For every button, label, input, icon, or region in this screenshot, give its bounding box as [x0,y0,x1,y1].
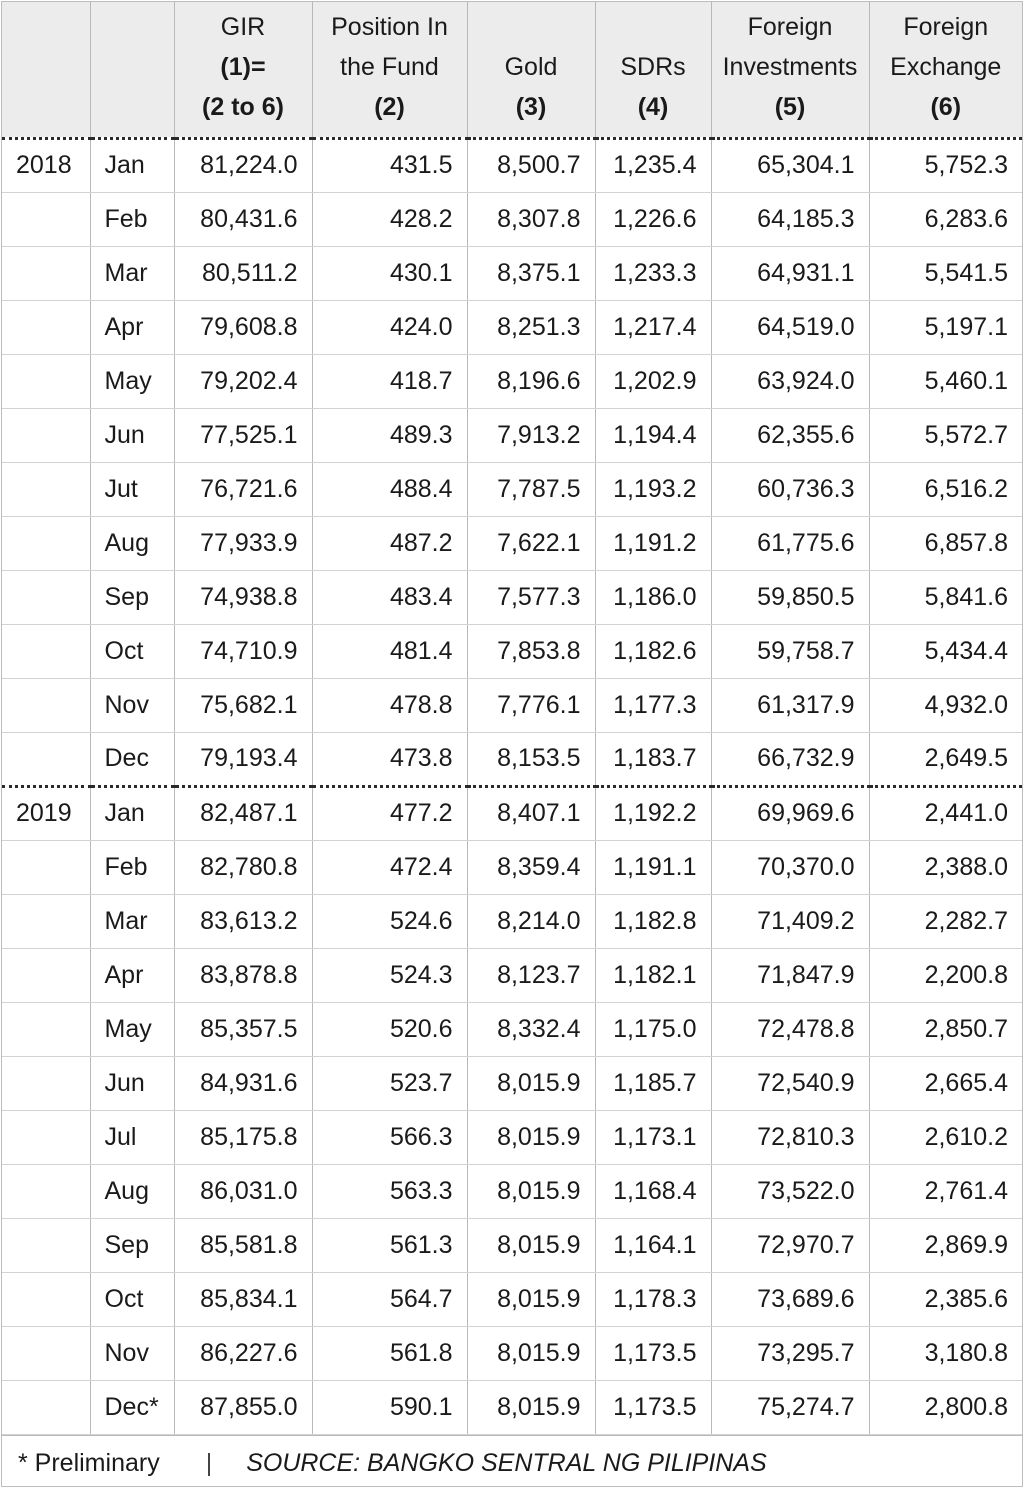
month-cell: Apr [90,948,174,1002]
month-cell: Aug [90,516,174,570]
foreign-exchange-cell: 5,434.4 [869,624,1022,678]
month-cell: Sep [90,1218,174,1272]
header-label-line: (1)= [220,52,266,81]
table-row [2,246,1022,300]
gold-cell: 8,251.3 [467,300,595,354]
gold-cell: 8,015.9 [467,1110,595,1164]
foreign-exchange-cell: 5,841.6 [869,570,1022,624]
sdrs-cell: 1,173.1 [595,1110,711,1164]
preliminary-note: * Preliminary [18,1449,160,1477]
position-in-fund-cell: 418.7 [312,354,467,408]
table-row [2,678,1022,732]
gir-cell: 85,357.5 [174,1002,312,1056]
position-in-fund-cell: 431.5 [312,138,467,192]
gir-cell: 79,193.4 [174,732,312,786]
table-row [2,300,1022,354]
month-cell: Jut [90,462,174,516]
sdrs-cell: 1,235.4 [595,138,711,192]
position-in-fund-cell: 590.1 [312,1380,467,1434]
header-column-number: (4) [637,92,669,121]
position-in-fund-cell: 477.2 [312,786,467,840]
gir-cell: 80,511.2 [174,246,312,300]
gir-cell: 85,175.8 [174,1110,312,1164]
gold-cell: 7,622.1 [467,516,595,570]
position-in-fund-cell: 563.3 [312,1164,467,1218]
foreign-investments-cell: 66,732.9 [711,732,869,786]
foreign-exchange-cell: 2,441.0 [869,786,1022,840]
gir-cell: 80,431.6 [174,192,312,246]
year-cell [2,1326,90,1380]
gir-cell: 83,613.2 [174,894,312,948]
foreign-investments-cell: 60,736.3 [711,462,869,516]
table-row [2,1326,1022,1380]
year-cell [2,354,90,408]
month-cell: Aug [90,1164,174,1218]
gold-cell: 7,776.1 [467,678,595,732]
sdrs-cell: 1,217.4 [595,300,711,354]
year-cell: 2018 [2,138,90,192]
header-label-line: Investments [722,52,858,81]
month-cell: Feb [90,840,174,894]
foreign-investments-cell: 61,317.9 [711,678,869,732]
table-row [2,192,1022,246]
gold-header [467,2,595,138]
gold-cell: 8,359.4 [467,840,595,894]
foreign-investments-cell: 72,540.9 [711,1056,869,1110]
gold-cell: 8,332.4 [467,1002,595,1056]
header-label-line: Gold [504,52,558,81]
foreign-exchange-cell: 2,850.7 [869,1002,1022,1056]
gir-cell: 83,878.8 [174,948,312,1002]
position-in-fund-header [312,2,467,138]
sdrs-cell: 1,191.1 [595,840,711,894]
year-cell [2,1110,90,1164]
foreign-exchange-cell: 3,180.8 [869,1326,1022,1380]
foreign-exchange-cell: 2,200.8 [869,948,1022,1002]
month-header [90,2,174,138]
gold-cell: 7,577.3 [467,570,595,624]
foreign-exchange-cell: 6,283.6 [869,192,1022,246]
gold-cell: 7,913.2 [467,408,595,462]
foreign-exchange-cell: 5,197.1 [869,300,1022,354]
table-row [2,1110,1022,1164]
position-in-fund-cell: 523.7 [312,1056,467,1110]
gir-cell: 82,780.8 [174,840,312,894]
foreign-investments-cell: 70,370.0 [711,840,869,894]
table-row [2,1272,1022,1326]
year-cell [2,1218,90,1272]
gold-cell: 8,015.9 [467,1380,595,1434]
year-cell [2,192,90,246]
month-cell: Jul [90,1110,174,1164]
month-cell: Mar [90,246,174,300]
year-cell [2,678,90,732]
foreign-investments-cell: 73,522.0 [711,1164,869,1218]
position-in-fund-cell: 566.3 [312,1110,467,1164]
header-column-number: (2 to 6) [202,92,284,121]
foreign-exchange-cell: 5,752.3 [869,138,1022,192]
sdrs-header [595,2,711,138]
year-cell [2,1056,90,1110]
foreign-exchange-cell: 2,282.7 [869,894,1022,948]
foreign-investments-cell: 65,304.1 [711,138,869,192]
table-row [2,894,1022,948]
sdrs-cell: 1,183.7 [595,732,711,786]
sdrs-cell: 1,192.2 [595,786,711,840]
month-cell: Jan [90,786,174,840]
month-cell: May [90,354,174,408]
table-row [2,786,1022,840]
year-cell [2,300,90,354]
month-cell: Nov [90,678,174,732]
foreign-exchange-cell: 2,388.0 [869,840,1022,894]
table-row [2,354,1022,408]
position-in-fund-cell: 488.4 [312,462,467,516]
foreign-investments-cell: 64,185.3 [711,192,869,246]
foreign-exchange-cell: 4,932.0 [869,678,1022,732]
gir-cell: 74,710.9 [174,624,312,678]
gold-cell: 7,853.8 [467,624,595,678]
foreign-exchange-cell: 2,610.2 [869,1110,1022,1164]
position-in-fund-cell: 489.3 [312,408,467,462]
gold-cell: 8,196.6 [467,354,595,408]
header-column-number: (6) [930,92,962,121]
table-row [2,408,1022,462]
year-cell [2,894,90,948]
foreign-exchange-cell: 5,541.5 [869,246,1022,300]
year-cell [2,1380,90,1434]
gold-cell: 8,214.0 [467,894,595,948]
month-cell: Mar [90,894,174,948]
gir-cell: 84,931.6 [174,1056,312,1110]
foreign-exchange-cell: 2,869.9 [869,1218,1022,1272]
gir-cell: 79,608.8 [174,300,312,354]
gir-cell: 75,682.1 [174,678,312,732]
table-row [2,732,1022,786]
sdrs-cell: 1,233.3 [595,246,711,300]
foreign-exchange-cell: 2,665.4 [869,1056,1022,1110]
foreign-exchange-cell: 6,516.2 [869,462,1022,516]
footer-separator: | [205,1449,213,1477]
position-in-fund-cell: 487.2 [312,516,467,570]
table-row [2,1164,1022,1218]
sdrs-cell: 1,182.8 [595,894,711,948]
foreign-exchange-cell: 2,761.4 [869,1164,1022,1218]
position-in-fund-cell: 483.4 [312,570,467,624]
gold-cell: 8,123.7 [467,948,595,1002]
foreign-exchange-cell: 2,385.6 [869,1272,1022,1326]
position-in-fund-cell: 472.4 [312,840,467,894]
foreign-investments-cell: 72,810.3 [711,1110,869,1164]
position-in-fund-cell: 524.6 [312,894,467,948]
header-column-number: (2) [374,92,405,121]
position-in-fund-cell: 564.7 [312,1272,467,1326]
foreign-investments-cell: 73,295.7 [711,1326,869,1380]
foreign-investments-cell: 75,274.7 [711,1380,869,1434]
table-row [2,624,1022,678]
position-in-fund-cell: 561.8 [312,1326,467,1380]
table-row [2,1056,1022,1110]
position-in-fund-cell: 481.4 [312,624,467,678]
year-cell [2,948,90,1002]
gir-cell: 86,031.0 [174,1164,312,1218]
foreign-investments-cell: 73,689.6 [711,1272,869,1326]
gold-cell: 8,375.1 [467,246,595,300]
sdrs-cell: 1,182.1 [595,948,711,1002]
gold-cell: 8,407.1 [467,786,595,840]
month-cell: Nov [90,1326,174,1380]
table-row [2,1218,1022,1272]
sdrs-cell: 1,173.5 [595,1380,711,1434]
foreign-investments-cell: 64,931.1 [711,246,869,300]
year-header [2,2,90,138]
gold-cell: 7,787.5 [467,462,595,516]
month-cell: Feb [90,192,174,246]
month-cell: Apr [90,300,174,354]
table-row [2,462,1022,516]
foreign-exchange-cell: 6,857.8 [869,516,1022,570]
header-label-line: the Fund [340,52,439,81]
gir-cell: 85,581.8 [174,1218,312,1272]
sdrs-cell: 1,173.5 [595,1326,711,1380]
foreign-exchange-cell: 5,460.1 [869,354,1022,408]
position-in-fund-cell: 478.8 [312,678,467,732]
position-in-fund-cell: 424.0 [312,300,467,354]
sdrs-cell: 1,178.3 [595,1272,711,1326]
sdrs-cell: 1,191.2 [595,516,711,570]
foreign-exchange-cell: 5,572.7 [869,408,1022,462]
month-cell: Jan [90,138,174,192]
position-in-fund-cell: 428.2 [312,192,467,246]
position-in-fund-cell: 430.1 [312,246,467,300]
gir-cell: 86,227.6 [174,1326,312,1380]
year-cell [2,840,90,894]
foreign-investments-cell: 59,850.5 [711,570,869,624]
gir-cell: 87,855.0 [174,1380,312,1434]
month-cell: Dec* [90,1380,174,1434]
header-label-line: SDRs [620,52,686,81]
table-row [2,1002,1022,1056]
foreign-investments-cell: 71,409.2 [711,894,869,948]
header-column-number: (5) [774,92,806,121]
foreign-investments-cell: 59,758.7 [711,624,869,678]
month-cell: May [90,1002,174,1056]
foreign-exchange-cell: 2,800.8 [869,1380,1022,1434]
year-cell [2,516,90,570]
gold-cell: 8,015.9 [467,1272,595,1326]
foreign-investments-cell: 61,775.6 [711,516,869,570]
table-row [2,948,1022,1002]
gir-header [174,2,312,138]
gold-cell: 8,307.8 [467,192,595,246]
year-cell [2,1272,90,1326]
foreign-investments-header [711,2,869,138]
gir-cell: 85,834.1 [174,1272,312,1326]
year-cell [2,1164,90,1218]
foreign-investments-cell: 71,847.9 [711,948,869,1002]
year-cell [2,570,90,624]
gold-cell: 8,015.9 [467,1056,595,1110]
sdrs-cell: 1,193.2 [595,462,711,516]
foreign-investments-cell: 69,969.6 [711,786,869,840]
position-in-fund-cell: 524.3 [312,948,467,1002]
sdrs-cell: 1,226.6 [595,192,711,246]
year-cell [2,246,90,300]
table-row [2,570,1022,624]
year-cell [2,1002,90,1056]
position-in-fund-cell: 473.8 [312,732,467,786]
document-page [1,1,1023,1487]
year-cell: 2019 [2,786,90,840]
gir-cell: 81,224.0 [174,138,312,192]
gold-cell: 8,015.9 [467,1326,595,1380]
foreign-exchange-header [869,2,1022,138]
header-label-line: Foreign [903,12,989,41]
table-body [2,138,1022,1434]
table-row [2,516,1022,570]
sdrs-cell: 1,185.7 [595,1056,711,1110]
table-row [2,840,1022,894]
sdrs-cell: 1,177.3 [595,678,711,732]
sdrs-cell: 1,202.9 [595,354,711,408]
foreign-investments-cell: 64,519.0 [711,300,869,354]
year-cell [2,462,90,516]
header-label-line: Exchange [890,52,1002,81]
header-column-number: (3) [515,92,547,121]
sdrs-cell: 1,194.4 [595,408,711,462]
gir-cell: 76,721.6 [174,462,312,516]
foreign-investments-cell: 72,970.7 [711,1218,869,1272]
sdrs-cell: 1,175.0 [595,1002,711,1056]
gir-cell: 74,938.8 [174,570,312,624]
foreign-investments-cell: 63,924.0 [711,354,869,408]
header-label-line: GIR [220,12,266,41]
month-cell: Oct [90,624,174,678]
gold-cell: 8,015.9 [467,1164,595,1218]
sdrs-cell: 1,186.0 [595,570,711,624]
header-label-line: Foreign [747,12,833,41]
sdrs-cell: 1,182.6 [595,624,711,678]
year-cell [2,732,90,786]
table-header-row [2,2,1022,138]
year-cell [2,624,90,678]
year-cell [2,408,90,462]
gir-cell: 82,487.1 [174,786,312,840]
table-row [2,1380,1022,1434]
month-cell: Sep [90,570,174,624]
foreign-investments-cell: 72,478.8 [711,1002,869,1056]
gold-cell: 8,500.7 [467,138,595,192]
gold-cell: 8,015.9 [467,1218,595,1272]
header-label-line: Position In [331,12,448,41]
month-cell: Jun [90,1056,174,1110]
table-row [2,138,1022,192]
gir-cell: 77,525.1 [174,408,312,462]
gir-cell: 79,202.4 [174,354,312,408]
sdrs-cell: 1,164.1 [595,1218,711,1272]
month-cell: Dec [90,732,174,786]
position-in-fund-cell: 520.6 [312,1002,467,1056]
month-cell: Jun [90,408,174,462]
gir-cell: 77,933.9 [174,516,312,570]
position-in-fund-cell: 561.3 [312,1218,467,1272]
table-footer [2,1435,1022,1492]
month-cell: Oct [90,1272,174,1326]
source-credit: SOURCE: BANGKO SENTRAL NG PILIPINAS [246,1449,767,1477]
gold-cell: 8,153.5 [467,732,595,786]
sdrs-cell: 1,168.4 [595,1164,711,1218]
reserves-table [2,2,1022,1435]
foreign-investments-cell: 62,355.6 [711,408,869,462]
foreign-exchange-cell: 2,649.5 [869,732,1022,786]
